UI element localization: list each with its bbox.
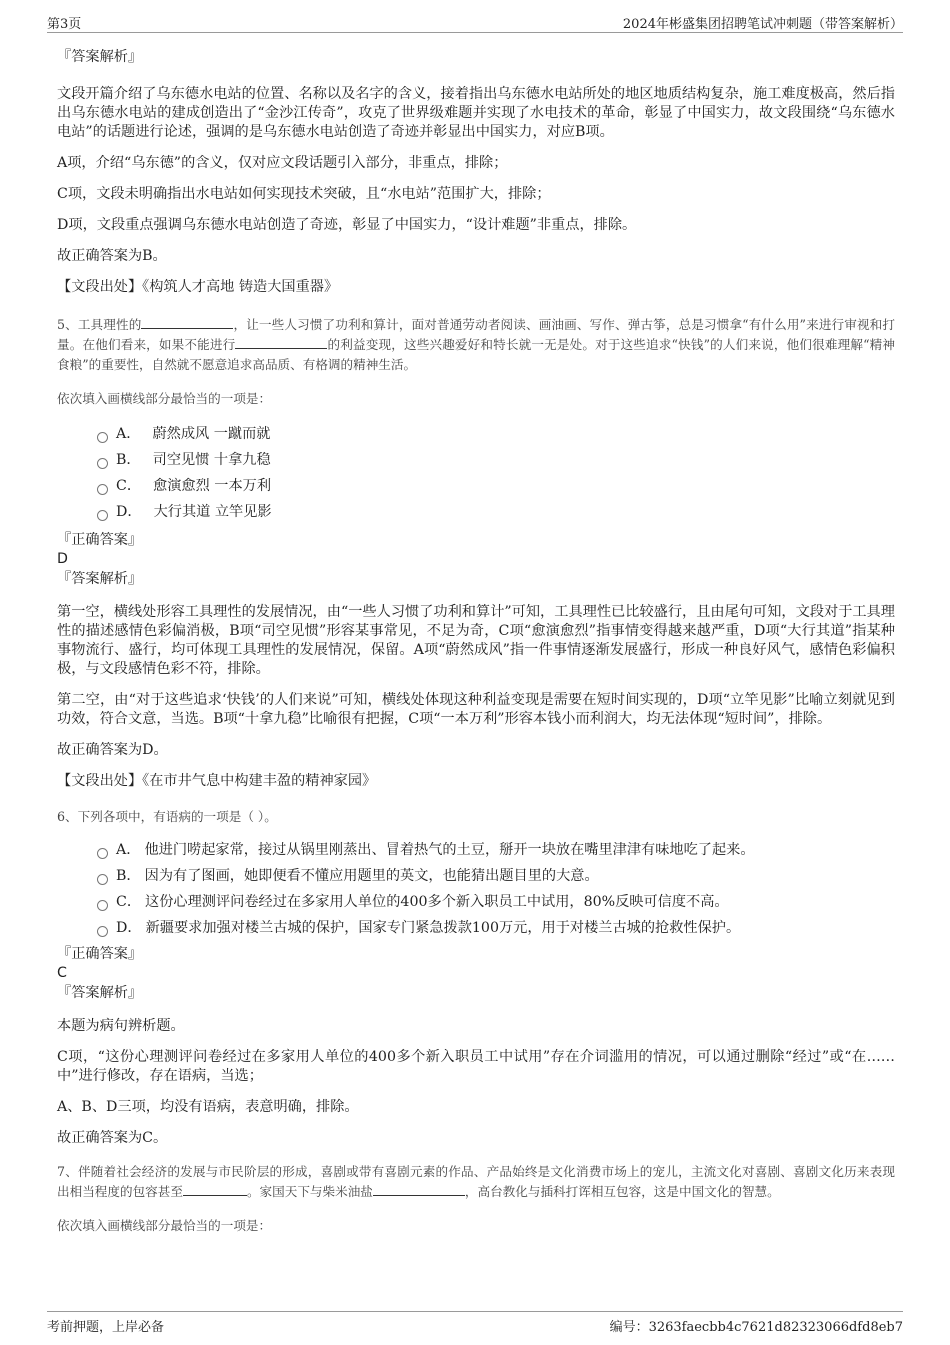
q4-analysis-p2: A项，介绍“乌东德”的含义，仅对应文段话题引入部分，非重点，排除； [57,155,508,171]
q6-option-d[interactable]: D． 新疆要求加强对楼兰古城的保护，国家专门紧急拨款100万元，用于对楼兰古城的抢救性保护。 [97,915,895,941]
q6-correct-value: C [57,965,67,981]
q6-analysis-label: 『答案解析』 [57,985,143,1001]
q5-option-b[interactable]: B． 司空见惯 十拿九稳 [97,447,895,473]
q5-conclusion: 故正确答案为D。 [57,742,168,758]
q5-correct-label: 『正确答案』 [57,532,143,548]
q5-blank-1 [141,316,233,329]
q4-analysis-p1: 文段开篇介绍了乌东德水电站的位置、名称以及名字的含义，接着指出乌东德水电站所处的地区地质结构复杂，施工难度极高，然后指出乌东德水电站的建成创造出了“金沙江传奇”，攻克了世界级难题并实现了水电技术的革命，彰显了中国实力，故文段围绕“乌东德水电站”的话题进行论述，强调的是乌东德水电站创造了奇迹并彰显出中国实力，对应B项。 [57,86,895,140]
radio-icon[interactable] [97,848,108,859]
q6-option-b[interactable]: B． 因为有了图画，她即便看不懂应用题里的英文，也能猜出题目里的大意。 [97,863,895,889]
footer-slogan: 考前押题，上岸必备 [47,1320,165,1335]
radio-icon[interactable] [97,874,108,885]
q5-analysis-p1: 第一空，横线处形容工具理性的发展情况，由“一些人习惯了功利和算计”可知，工具理性已比较盛行，且由尾句可知，文段对于工具理性的描述感情色彩偏消极，B项“司空见惯”形容某事常见，不足为奇，C项“愈演愈烈”指事情变得越来越严重，D项“大行其道”指某种事物流行、盛行，均可体现工具理性的发展情况，保留。A项“蔚然成风”指一件事情逐渐发展盛行，形成一种良好风气，感情色彩偏积极，与文段感情色彩不符，排除。 [57,604,895,677]
document-title: 2024年彬盛集团招聘笔试冲刺题（带答案解析） [622,17,903,32]
q5-options [57,421,895,525]
radio-icon[interactable] [97,900,108,911]
q5-correct-value: D [57,551,68,567]
q5-option-d[interactable]: D． 大行其道 立竿见影 [97,499,895,525]
page-content [57,40,895,1236]
q5-source: 【文段出处】《在市井气息中构建丰盈的精神家园》 [57,773,377,789]
q5-option-c[interactable]: C． 愈演愈烈 一本万利 [97,473,895,499]
radio-icon[interactable] [97,484,108,495]
q7-blank-2 [373,1183,465,1196]
q5-option-a[interactable]: A． 蔚然成风 一蹴而就 [97,421,895,447]
q5-analysis-p2: 第二空，由“对于这些追求‘快钱’的人们来说”可知，横线处体现这种利益变现是需要在短时间实现的，D项“立竿见影”比喻立刻就见到功效，符合文意，当选。B项“十拿九稳”比喻很有把握，C项“一本万利”形容本钱小而利润大，均无法体现“短时间”，排除。 [57,692,895,727]
q4-analysis-p3: C项，文段未明确指出水电站如何实现技术突破，且“水电站”范围扩大，排除； [57,186,551,202]
radio-icon[interactable] [97,458,108,469]
q6-correct-label: 『正确答案』 [57,946,143,962]
radio-icon[interactable] [97,510,108,521]
q5-blank-2 [235,336,327,349]
page-footer [47,1311,903,1336]
document-id: 编号：3263faecbb4c7621d82323066dfd8eb7 [609,1320,903,1335]
q7-blank-1 [183,1183,247,1196]
q4-analysis-label: 『答案解析』 [57,49,143,65]
q4-source: 【文段出处】《构筑人才高地 铸造大国重器》 [57,279,339,295]
q7-instruction: 依次填入画横线部分最恰当的一项是： [57,1218,272,1233]
q6-analysis-p1: 本题为病句辨析题。 [57,1018,185,1034]
q6-analysis-p3: A、B、D三项，均没有语病，表意明确，排除。 [57,1099,359,1115]
q6-option-a[interactable]: A． 他进门唠起家常，接过从锅里刚蒸出、冒着热气的土豆，掰开一块放在嘴里津津有味地吃了起来。 [97,837,895,863]
q6-conclusion: 故正确答案为C。 [57,1130,168,1146]
q6-option-c[interactable]: C． 这份心理测评问卷经过在多家用人单位的400多个新入职员工中试用，80%反映可信度不高。 [97,889,895,915]
q4-analysis-p4: D项，文段重点强调乌东德水电站创造了奇迹，彰显了中国实力，“设计难题”非重点，排除。 [57,217,637,233]
page-header [47,10,903,33]
q6-analysis-p2: C项，“这份心理测评问卷经过在多家用人单位的400多个新入职员工中试用”存在介词滥用的情况，可以通过删除“经过”或“在……中”进行修改，存在语病，当选； [57,1049,895,1084]
radio-icon[interactable] [97,926,108,937]
q6-options [57,837,895,941]
q5-analysis-label: 『答案解析』 [57,571,143,587]
page-number: 第3页 [47,17,82,32]
q4-conclusion: 故正确答案为B。 [57,248,167,264]
q6-stem: 6、下列各项中，有语病的一项是（ ）。 [57,809,277,824]
q5-stem: 5、工具理性的 ，让一些人习惯了功利和算计，面对普通劳动者阅读、画油画、写作、弹古筝，总是习惯拿“有什么用”来进行审视和打量。在他们看来，如果不能进行 的利益变现，这些兴趣爱好和特长就一无是处。对于这些追求“快钱”的人们来说，他们很难理解“精神食粮”的重要性，自然就不愿意追求高品质、有格调的精神生活。 [57,317,895,372]
radio-icon[interactable] [97,432,108,443]
q7-stem: 7、伴随着社会经济的发展与市民阶层的形成，喜剧或带有喜剧元素的作品、产品始终是文化消费市场上的宠儿，主流文化对喜剧、喜剧文化历来表现出相当程度的包容甚至 。家国天下与柴米油盐 ，高台教化与插科打诨相互包容，这是中国文化的智慧。 [57,1164,895,1199]
q5-instruction: 依次填入画横线部分最恰当的一项是： [57,391,272,406]
